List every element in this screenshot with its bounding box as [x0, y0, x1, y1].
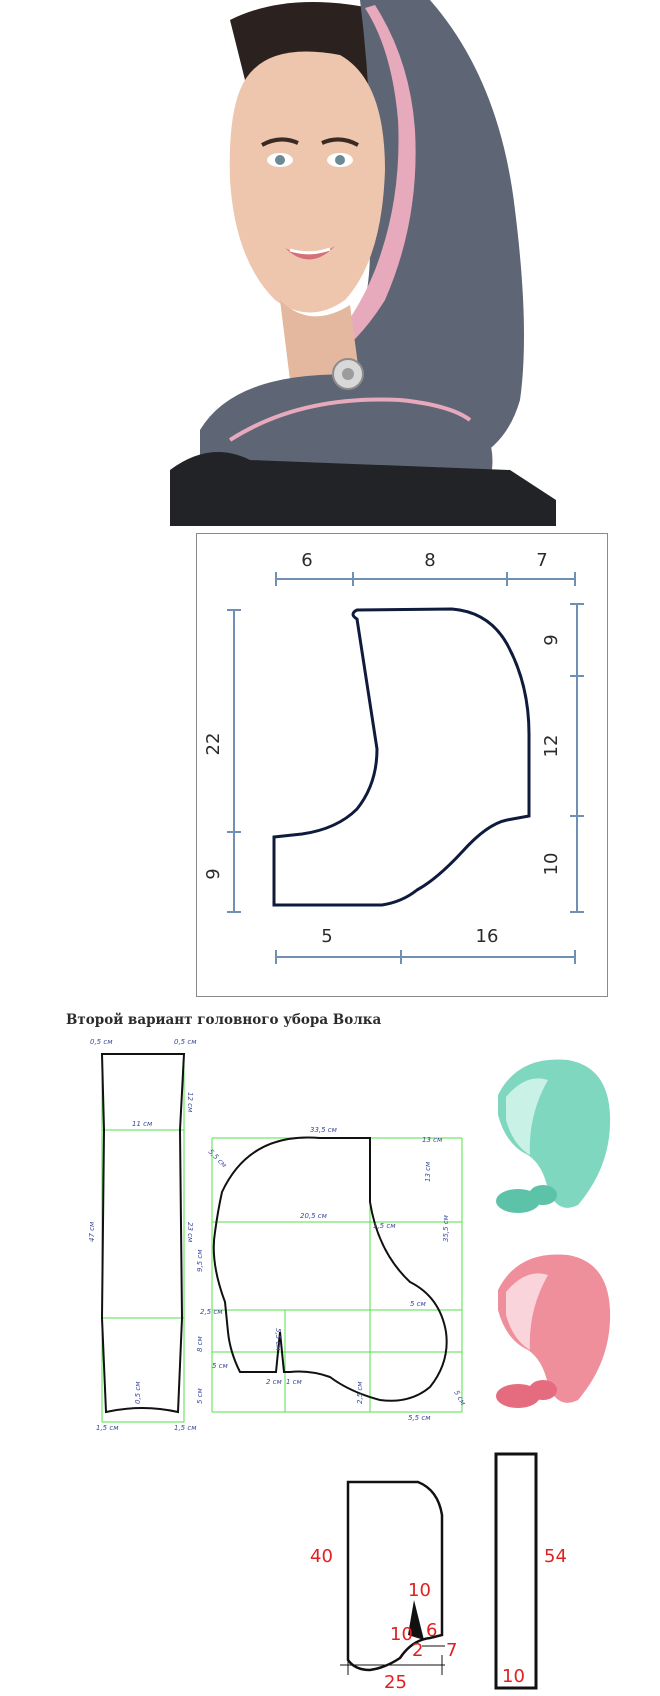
strip-label-3: 12 см [186, 1092, 194, 1113]
pattern-caption: Второй вариант головного убора Волка [66, 1012, 382, 1028]
hood-label-9: 5 см [410, 1300, 426, 1308]
hood-label-11: 8 см [196, 1336, 204, 1352]
hood-label-3: 5,5 см [206, 1147, 229, 1170]
hood-previews [488, 1055, 628, 1425]
dim-top-3: 7 [536, 550, 548, 571]
dim-right-3: 10 [541, 852, 562, 876]
strip-label-5: 47 см [88, 1221, 96, 1242]
dim-label-10b: 10 [390, 1624, 413, 1645]
hood-label-10: 2,5 см [200, 1308, 223, 1316]
hood-label-18: 5,5 см [408, 1414, 431, 1422]
hood-label-7: 35,5 см [442, 1215, 450, 1242]
pattern-diagram-2 [90, 1032, 490, 1432]
pink-hood-icon [496, 1254, 610, 1408]
teal-hood-icon [496, 1059, 610, 1213]
hood-label-13: 5 см [212, 1362, 228, 1370]
hood-label-6: 1,5 см [373, 1222, 396, 1230]
dim-top-1: 6 [301, 550, 313, 571]
hood-label-16: 1 см [286, 1378, 302, 1386]
hood-label-8: 9,5 см [196, 1249, 204, 1272]
dim-label-25: 25 [384, 1672, 407, 1693]
dim-label-10a: 10 [408, 1580, 431, 1601]
dim-label-2: 2 [412, 1640, 424, 1661]
strip-label-8: 1,5 см [96, 1424, 119, 1432]
hood-label-4: 13 см [424, 1161, 432, 1182]
hood-label-1: 33,5 см [310, 1126, 337, 1134]
strip-label-7: 0,5 см [134, 1381, 142, 1404]
dim-left-2: 9 [203, 868, 224, 880]
strip-label-1: 0,5 см [90, 1038, 113, 1046]
hood-label-17: 2,5 см [356, 1381, 364, 1404]
model-photo [170, 0, 556, 526]
dim-bottom-2: 16 [475, 926, 499, 947]
hood-label-14: 5 см [196, 1388, 204, 1404]
dim-right-1: 9 [541, 634, 562, 646]
hood-label-2: 13 см [422, 1136, 443, 1144]
dim-left-1: 22 [203, 732, 224, 756]
dim-label-40: 40 [310, 1546, 333, 1567]
strip-label-2: 0,5 см [174, 1038, 197, 1046]
hood-label-5: 20,5 см [300, 1212, 327, 1220]
strip-label-9: 1,5 см [174, 1424, 197, 1432]
dim-label-54: 54 [544, 1546, 567, 1567]
model-photo-icon [170, 0, 556, 526]
pattern-diagram-3 [310, 1450, 590, 1693]
dim-right-2: 12 [541, 734, 562, 758]
strip-label-4: 11 см [132, 1120, 153, 1128]
strip-label-6: 23 см [186, 1222, 194, 1243]
dim-top-2: 8 [424, 550, 436, 571]
hood-label-19: 5 см [452, 1389, 468, 1407]
hood-label-12: 5,5 см [274, 1328, 282, 1351]
dim-label-10c: 10 [502, 1666, 525, 1687]
dim-bottom-1: 5 [321, 926, 333, 947]
pattern-diagram-1 [196, 533, 608, 997]
dim-label-7: 7 [446, 1640, 458, 1661]
dim-label-6: 6 [426, 1620, 438, 1641]
hood-label-15: 2 см [266, 1378, 282, 1386]
